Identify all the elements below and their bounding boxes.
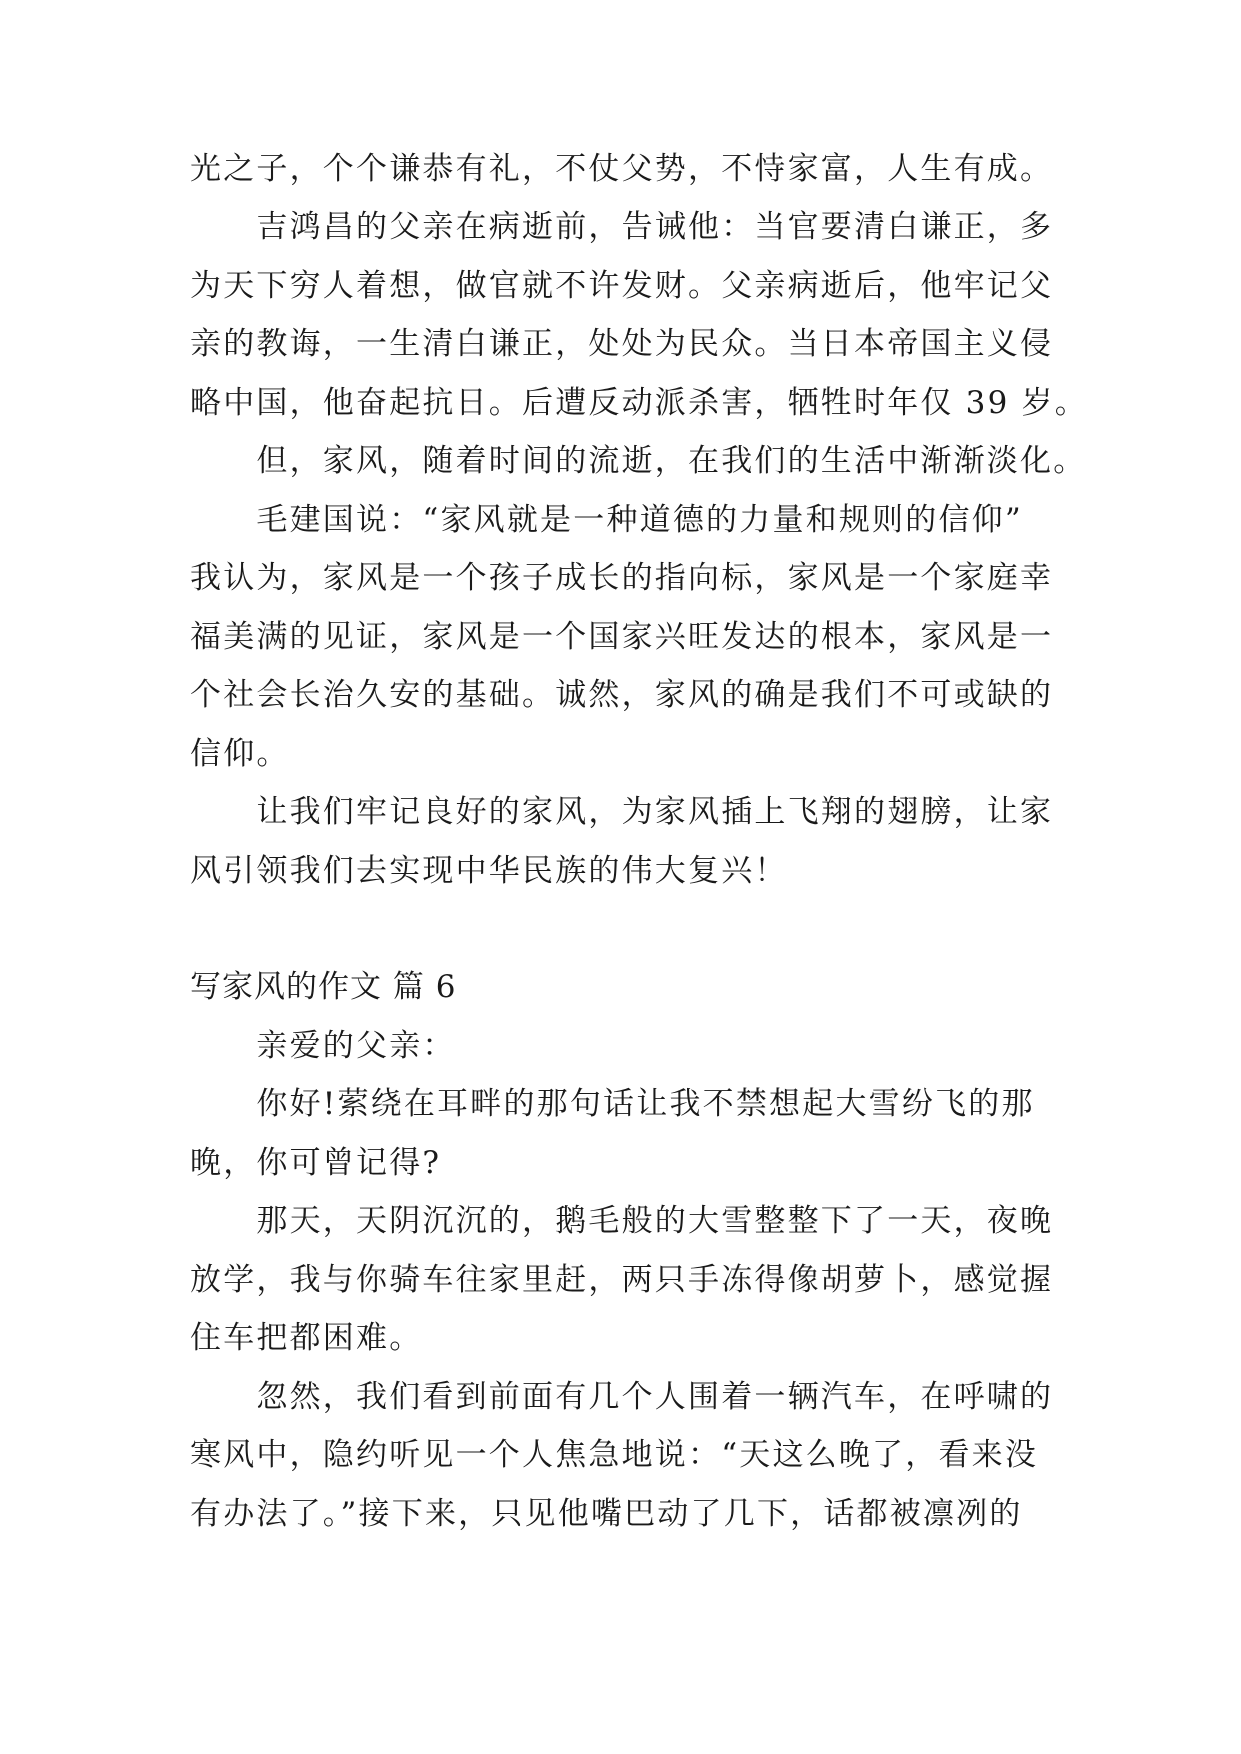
text-line: 亲的教诲，一生清白谦正，处处为民众。当日本帝国主义侵 (190, 326, 1054, 362)
text-line: 吉鸿昌的父亲在病逝前，告诫他：当官要清白谦正，多 (190, 209, 1054, 245)
text-line: 风引领我们去实现中华民族的伟大复兴！ (190, 853, 788, 889)
section-heading: 写家风的作文 篇 6 (190, 969, 457, 1005)
text-line: 忽然，我们看到前面有几个人围着一辆汽车，在呼啸的 (190, 1379, 1054, 1415)
text-line: 你好!萦绕在耳畔的那句话让我不禁想起大雪纷飞的那 (190, 1086, 1035, 1122)
text-line: 毛建国说：“家风就是一种道德的力量和规则的信仰” (190, 502, 1023, 538)
text-line: 为天下穷人着想，做官就不许发财。父亲病逝后，他牢记父 (190, 268, 1054, 304)
text-line: 让我们牢记良好的家风，为家风插上飞翔的翅膀，让家 (190, 794, 1054, 830)
text-line: 有办法了。”接下来，只见他嘴巴动了几下，话都被凛冽的 (190, 1496, 1023, 1532)
text-line: 略中国，他奋起抗日。后遭反动派杀害，牺牲时年仅 39 岁。 (190, 385, 1088, 421)
text-line: 晚，你可曾记得? (190, 1145, 442, 1181)
text-line: 寒风中，隐约听见一个人焦急地说：“天这么晚了，看来没 (190, 1437, 1039, 1473)
text-line: 福美满的见证，家风是一个国家兴旺发达的根本，家风是一 (190, 619, 1054, 655)
text-line: 光之子，个个谦恭有礼，不仗父势，不恃家富，人生有成。 (190, 151, 1054, 187)
text-line: 住车把都困难。 (190, 1320, 423, 1356)
text-line: 那天，天阴沉沉的，鹅毛般的大雪整整下了一天，夜晚 (190, 1203, 1054, 1239)
text-line: 但，家风，随着时间的流逝，在我们的生活中渐渐淡化。 (190, 443, 1087, 479)
text-line: 放学，我与你骑车往家里赶，两只手冻得像胡萝卜，感觉握 (190, 1262, 1054, 1298)
text-line: 我认为，家风是一个孩子成长的指向标，家风是一个家庭幸 (190, 560, 1054, 596)
text-line: 信仰。 (190, 736, 290, 772)
text-line: 个社会长治久安的基础。诚然，家风的确是我们不可或缺的 (190, 677, 1054, 713)
text-line: 亲爱的父亲： (190, 1028, 456, 1064)
